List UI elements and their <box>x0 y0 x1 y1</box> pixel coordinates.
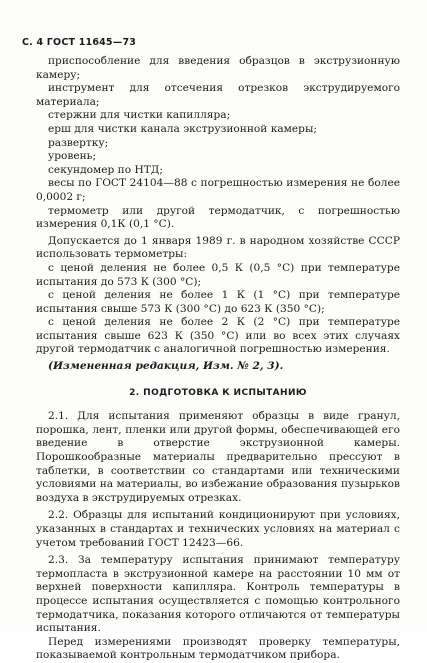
list-item-extrusion-device: приспособление для введения образцов в экструзионную камеру; <box>36 55 400 81</box>
list-item-stopwatch: секундомер по НТД; <box>48 163 163 176</box>
list-item-thermometer: термометр или другой термодатчик, с погрешностью измерения 0,1К (0,1 °С). <box>36 204 400 231</box>
list-item-scales: весы по ГОСТ 24104—88 с погрешностью измерения не более 0,0002 г; <box>36 177 400 203</box>
allowance-paragraph: Допускается до 1 января 1989 г. в народном хозяйстве СССР использовать термометры: <box>36 234 400 261</box>
list-item-brush: ерш для чистки канала экструзионной камеры; <box>48 122 317 135</box>
thermometer-item-3: с ценой деления не более 2 К (2 °С) при температуре испытания свыше 623 К (350 °С) или во всех этих случаях другой термодатчик с аналогичной погрешностью измерения. <box>36 316 400 356</box>
page-content <box>36 55 400 663</box>
paragraph-2-3: 2.3. За температуру испытания принимают температуру термопласта в экструзионной камере на расстоянии 10 мм от верхней поверхности капилляра. Контроль температуры в процессе испытания осуществляется с помощью контрольного термодатчика, показания которого отличаются от температуры испытания. <box>36 554 400 635</box>
amendment-note: (Измененная редакция, Изм. № 2, 3). <box>48 360 284 373</box>
page-header: С. 4 ГОСТ 11645—73 <box>22 37 137 48</box>
paragraph-2-2: 2.2. Образцы для испытаний кондиционируют при условиях, указанных в стандартах и технических условиях на материал с учетом требований ГОСТ 12423—66. <box>36 509 400 549</box>
thermometer-item-1: с ценой деления не более 0,5 К (0,5 °С) при температуре испытания до 573 К (300 °С); <box>36 261 400 288</box>
paragraph-temperature-check: Перед измерениями производят проверку температуры, показываемой контрольным термодатчиком прибора. <box>36 635 400 662</box>
list-item-reamer: развертку; <box>48 136 109 149</box>
list-item-level: уровень; <box>48 150 97 163</box>
list-item-capillary-rods: стержни для чистки капилляра; <box>48 109 231 122</box>
list-item-cutting-tool: инструмент для отсечения отрезков экструдируемого материала; <box>36 82 400 108</box>
section-title: 2. ПОДГОТОВКА К ИСПЫТАНИЮ <box>129 387 307 398</box>
paragraph-2-1: 2.1. Для испытания применяют образцы в виде гранул, порошка, лент, пленки или другой формы, обеспечивающей его введение в отверстие экструзионной камеры. Порошкообразные материалы предварительно прессуют в таблетки, в соответствии со стандартами или техническими условиями на материалы, во избежание образования пузырьков воздуха в экструдируемых отрезках. <box>36 410 400 504</box>
thermometer-item-2: с ценой деления не более 1 К (1 °С) при температуре испытания свыше 573 К (300 °С) до 623 К (350 °С); <box>36 289 400 315</box>
